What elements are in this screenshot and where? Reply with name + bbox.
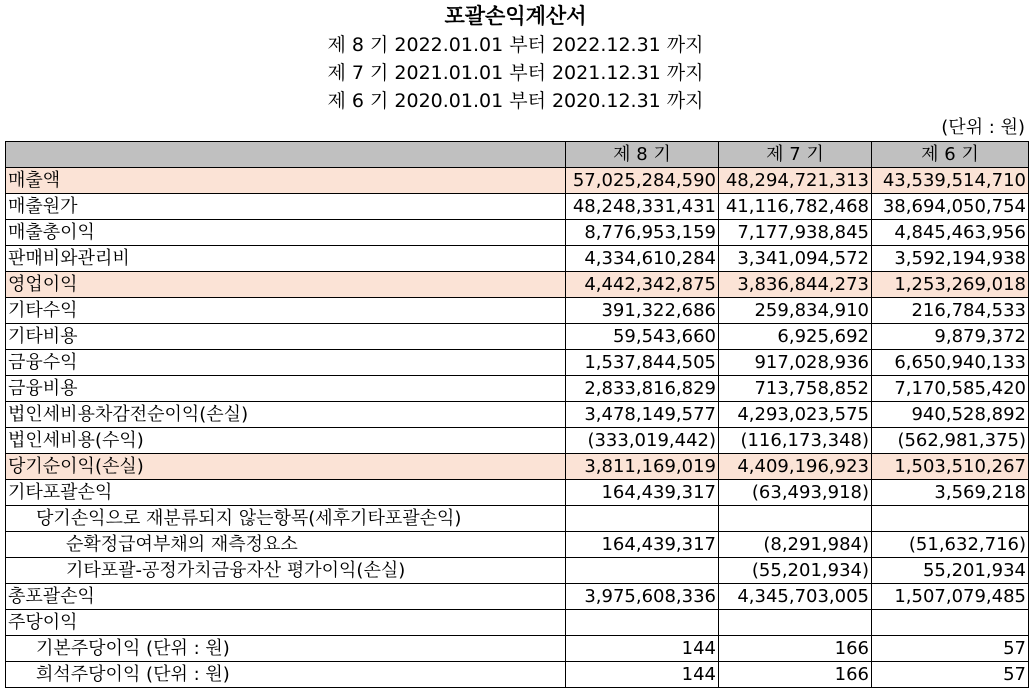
value-period-8: 164,439,317 <box>566 532 719 558</box>
value-period-8: 2,833,816,829 <box>566 376 719 402</box>
value-period-6: 940,528,892 <box>872 402 1029 428</box>
value-period-8: 57,025,284,590 <box>566 168 719 194</box>
account-label: 매출총이익 <box>6 220 566 246</box>
table-body <box>6 168 1029 688</box>
table-row <box>6 376 1029 402</box>
value-period-8 <box>566 506 719 532</box>
table-row <box>6 558 1029 584</box>
table-row <box>6 506 1029 532</box>
value-period-7: 166 <box>719 636 872 662</box>
account-label: 기타수익 <box>6 298 566 324</box>
value-period-6 <box>872 610 1029 636</box>
value-period-7 <box>719 506 872 532</box>
account-label: 기타포괄-공정가치금융자산 평가이익(손실) <box>6 558 566 584</box>
account-label: 기타비용 <box>6 324 566 350</box>
document-title: 포괄손익계산서 <box>444 4 587 28</box>
header-period-6: 제 6 기 <box>872 142 1029 168</box>
value-period-7: 3,836,844,273 <box>719 272 872 298</box>
value-period-6: 43,539,514,710 <box>872 168 1029 194</box>
account-label: 법인세비용차감전순이익(손실) <box>6 402 566 428</box>
value-period-7: 713,758,852 <box>719 376 872 402</box>
value-period-8: 4,442,342,875 <box>566 272 719 298</box>
table-row <box>6 428 1029 454</box>
value-period-6: 9,879,372 <box>872 324 1029 350</box>
value-period-8: 4,334,610,284 <box>566 246 719 272</box>
value-period-7: 41,116,782,468 <box>719 194 872 220</box>
account-label: 기본주당이익 (단위 : 원) <box>6 636 566 662</box>
table-row <box>6 220 1029 246</box>
income-statement-table <box>5 141 1029 688</box>
value-period-7: (116,173,348) <box>719 428 872 454</box>
value-period-7: 166 <box>719 662 872 688</box>
value-period-6 <box>872 506 1029 532</box>
table-row <box>6 298 1029 324</box>
account-label: 당기손익으로 재분류되지 않는항목(세후기타포괄손익) <box>6 506 566 532</box>
account-label: 판매비와관리비 <box>6 246 566 272</box>
value-period-7 <box>719 610 872 636</box>
account-label: 총포괄손익 <box>6 584 566 610</box>
table-row <box>6 194 1029 220</box>
value-period-7: (55,201,934) <box>719 558 872 584</box>
value-period-7: 4,409,196,923 <box>719 454 872 480</box>
value-period-8: 3,478,149,577 <box>566 402 719 428</box>
table-row <box>6 532 1029 558</box>
value-period-8: 3,811,169,019 <box>566 454 719 480</box>
account-label: 주당이익 <box>6 610 566 636</box>
account-label: 금융비용 <box>6 376 566 402</box>
period-line-6: 제 6 기 2020.01.01 부터 2020.12.31 까지 <box>327 90 704 112</box>
value-period-7: 917,028,936 <box>719 350 872 376</box>
value-period-6: 4,845,463,956 <box>872 220 1029 246</box>
value-period-8: 1,537,844,505 <box>566 350 719 376</box>
header-period-7: 제 7 기 <box>719 142 872 168</box>
account-label: 법인세비용(수익) <box>6 428 566 454</box>
value-period-7: 259,834,910 <box>719 298 872 324</box>
value-period-7: (8,291,984) <box>719 532 872 558</box>
header-account <box>6 142 566 168</box>
value-period-7: 7,177,938,845 <box>719 220 872 246</box>
account-label: 희석주당이익 (단위 : 원) <box>6 662 566 688</box>
value-period-8: 391,322,686 <box>566 298 719 324</box>
table-row <box>6 324 1029 350</box>
value-period-6: 1,503,510,267 <box>872 454 1029 480</box>
value-period-8: 3,975,608,336 <box>566 584 719 610</box>
account-label: 금융수익 <box>6 350 566 376</box>
table-row <box>6 350 1029 376</box>
value-period-7: 3,341,094,572 <box>719 246 872 272</box>
value-period-6: (562,981,375) <box>872 428 1029 454</box>
value-period-8: 48,248,331,431 <box>566 194 719 220</box>
value-period-8 <box>566 610 719 636</box>
table-row <box>6 610 1029 636</box>
value-period-7: (63,493,918) <box>719 480 872 506</box>
value-period-6: 38,694,050,754 <box>872 194 1029 220</box>
table-row <box>6 454 1029 480</box>
value-period-8: 164,439,317 <box>566 480 719 506</box>
table-row <box>6 480 1029 506</box>
value-period-6: (51,632,716) <box>872 532 1029 558</box>
value-period-8: 144 <box>566 636 719 662</box>
value-period-7: 48,294,721,313 <box>719 168 872 194</box>
value-period-6: 3,592,194,938 <box>872 246 1029 272</box>
account-label: 당기순이익(손실) <box>6 454 566 480</box>
value-period-7: 6,925,692 <box>719 324 872 350</box>
account-label: 영업이익 <box>6 272 566 298</box>
header-period-8: 제 8 기 <box>566 142 719 168</box>
value-period-8: 8,776,953,159 <box>566 220 719 246</box>
period-line-7: 제 7 기 2021.01.01 부터 2021.12.31 까지 <box>327 62 704 84</box>
table-row <box>6 662 1029 688</box>
table-row <box>6 246 1029 272</box>
account-label: 기타포괄손익 <box>6 480 566 506</box>
account-label: 순확정급여부채의 재측정요소 <box>6 532 566 558</box>
account-label: 매출원가 <box>6 194 566 220</box>
value-period-6: 55,201,934 <box>872 558 1029 584</box>
header-row <box>6 142 1029 168</box>
table-row <box>6 272 1029 298</box>
value-period-8: 144 <box>566 662 719 688</box>
table-row <box>6 584 1029 610</box>
value-period-7: 4,345,703,005 <box>719 584 872 610</box>
unit-label: (단위 : 원) <box>941 117 1025 138</box>
value-period-6: 3,569,218 <box>872 480 1029 506</box>
value-period-7: 4,293,023,575 <box>719 402 872 428</box>
value-period-6: 1,253,269,018 <box>872 272 1029 298</box>
value-period-6: 57 <box>872 636 1029 662</box>
table-row <box>6 402 1029 428</box>
value-period-6: 216,784,533 <box>872 298 1029 324</box>
value-period-6: 7,170,585,420 <box>872 376 1029 402</box>
value-period-8 <box>566 558 719 584</box>
account-label: 매출액 <box>6 168 566 194</box>
table-row <box>6 168 1029 194</box>
value-period-6: 1,507,079,485 <box>872 584 1029 610</box>
value-period-6: 57 <box>872 662 1029 688</box>
value-period-6: 6,650,940,133 <box>872 350 1029 376</box>
value-period-8: (333,019,442) <box>566 428 719 454</box>
table-row <box>6 636 1029 662</box>
value-period-8: 59,543,660 <box>566 324 719 350</box>
period-line-8: 제 8 기 2022.01.01 부터 2022.12.31 까지 <box>327 34 704 56</box>
